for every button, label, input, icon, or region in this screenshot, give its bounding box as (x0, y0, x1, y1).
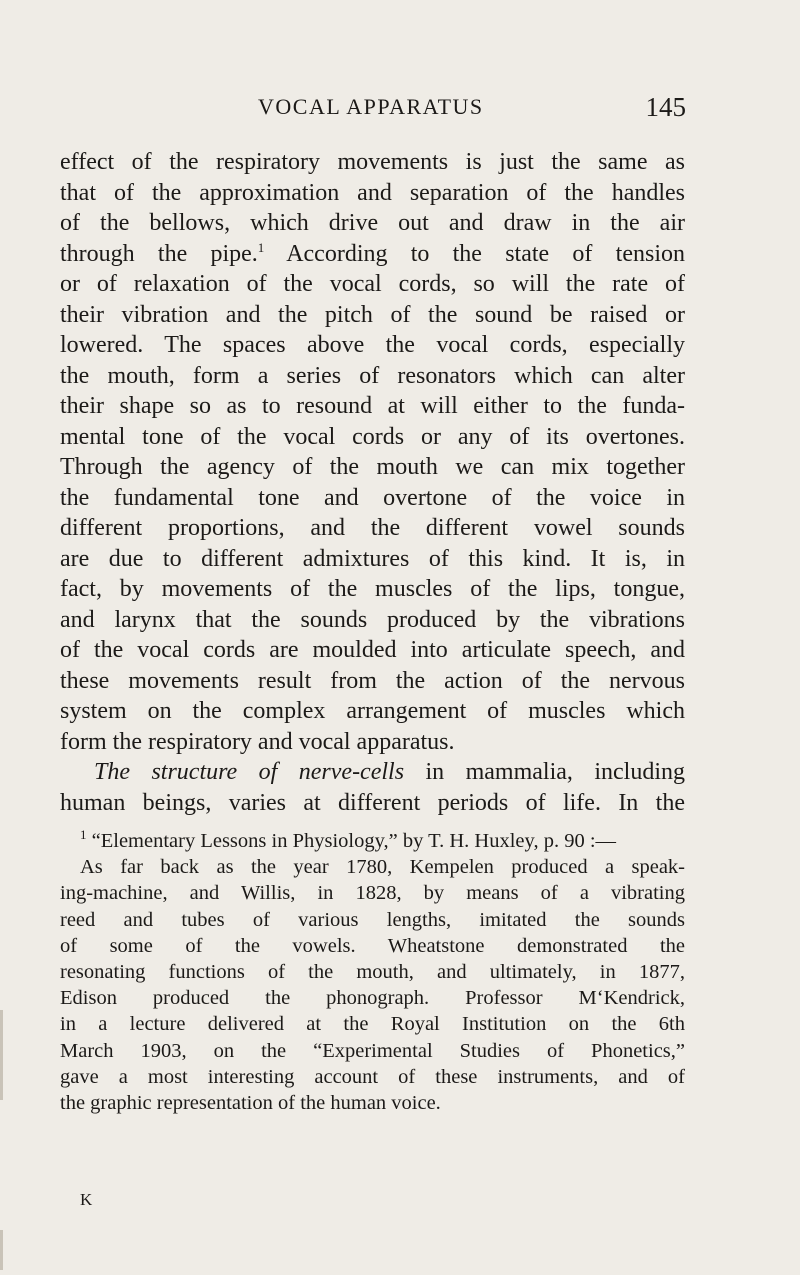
body-line: the mouth, form a series of resonators which can alter (60, 362, 685, 389)
footnote-reference: 1 (257, 239, 265, 255)
body-line: Through the agency of the mouth we can mix together (60, 454, 685, 480)
body-line: effect of the respiratory movements is just the same as (60, 149, 685, 175)
footnote-line: of some of the vowels. Wheatstone demonstrated the (60, 934, 685, 957)
body-line: these movements result from the action of the nervous (60, 667, 685, 694)
footnote-line: As far back as the year 1780, Kempelen produced a speak- (80, 856, 685, 879)
body-line: fact, by movements of the muscles of the lips, tongue, (60, 576, 685, 602)
footnote-marker: 1 (80, 827, 87, 843)
footnote (60, 828, 685, 1116)
body-line: lowered. The spaces above the vocal cords, especially (60, 332, 685, 358)
footnote-citation-line (60, 828, 685, 854)
body-line: system on the complex arrangement of muscles which (60, 698, 685, 724)
body-line-segment: through the pipe. (60, 240, 258, 267)
footnote-line: reed and tubes of various lengths, imitated the sounds (60, 908, 685, 931)
body-line-segment: in mammalia, including (404, 759, 685, 785)
body-line: their shape so as to resound at will either to the funda- (60, 393, 685, 419)
body-line-segment: According to the state of tension (264, 240, 685, 267)
signature-mark: K (80, 1190, 94, 1209)
body-line: of the vocal cords are moulded into articulate speech, and (60, 637, 685, 663)
footnote-line: Edison produced the phonograph. Professor M‘Kendrick, (60, 987, 685, 1010)
body-line: form the respiratory and vocal apparatus. (60, 728, 455, 755)
page-edge-shadow (0, 1010, 3, 1100)
page-number: 145 (645, 92, 686, 122)
body-line (60, 757, 685, 788)
body-line: that of the approximation and separation of the handles (60, 179, 685, 206)
body-line: their vibration and the pitch of the sound be raised or (60, 301, 685, 328)
running-head-title: VOCAL APPARATUS (258, 94, 484, 119)
body-line: or of relaxation of the vocal cords, so will the rate of (60, 271, 685, 297)
body-line: mental tone of the vocal cords or any of its overtones. (60, 423, 685, 450)
footnote-citation: “Elementary Lessons in Physiology,” by T. H. Huxley, p. 90 :— (91, 830, 617, 852)
footnote-line: resonating functions of the mouth, and ultimately, in 1877, (60, 960, 685, 983)
body-line: are due to different admixtures of this kind. It is, in (60, 545, 685, 572)
footnote-line: March 1903, on the “Experimental Studies of Phonetics,” (60, 1039, 685, 1062)
body-line: different proportions, and the different vowel sounds (60, 515, 685, 541)
footnote-line: in a lecture delivered at the Royal Institution on the 6th (60, 1013, 685, 1036)
footnote-line: gave a most interesting account of these instruments, and of (60, 1065, 685, 1088)
italic-phrase: The structure of nerve-cells (94, 759, 405, 785)
running-head (60, 92, 740, 132)
body-line: of the bellows, which drive out and draw in the air (60, 210, 685, 236)
footnote-line: the graphic representation of the human voice. (60, 1091, 441, 1114)
page-edge-shadow (0, 1230, 3, 1270)
body-line (60, 239, 685, 270)
footnote-line: ing-machine, and Willis, in 1828, by means of a vibrating (60, 882, 685, 905)
body-line: human beings, varies at different periods of life. In the (60, 789, 685, 816)
body-line: the fundamental tone and overtone of the voice in (60, 484, 685, 511)
body-text (60, 147, 685, 818)
body-line: and larynx that the sounds produced by the vibrations (60, 606, 685, 633)
